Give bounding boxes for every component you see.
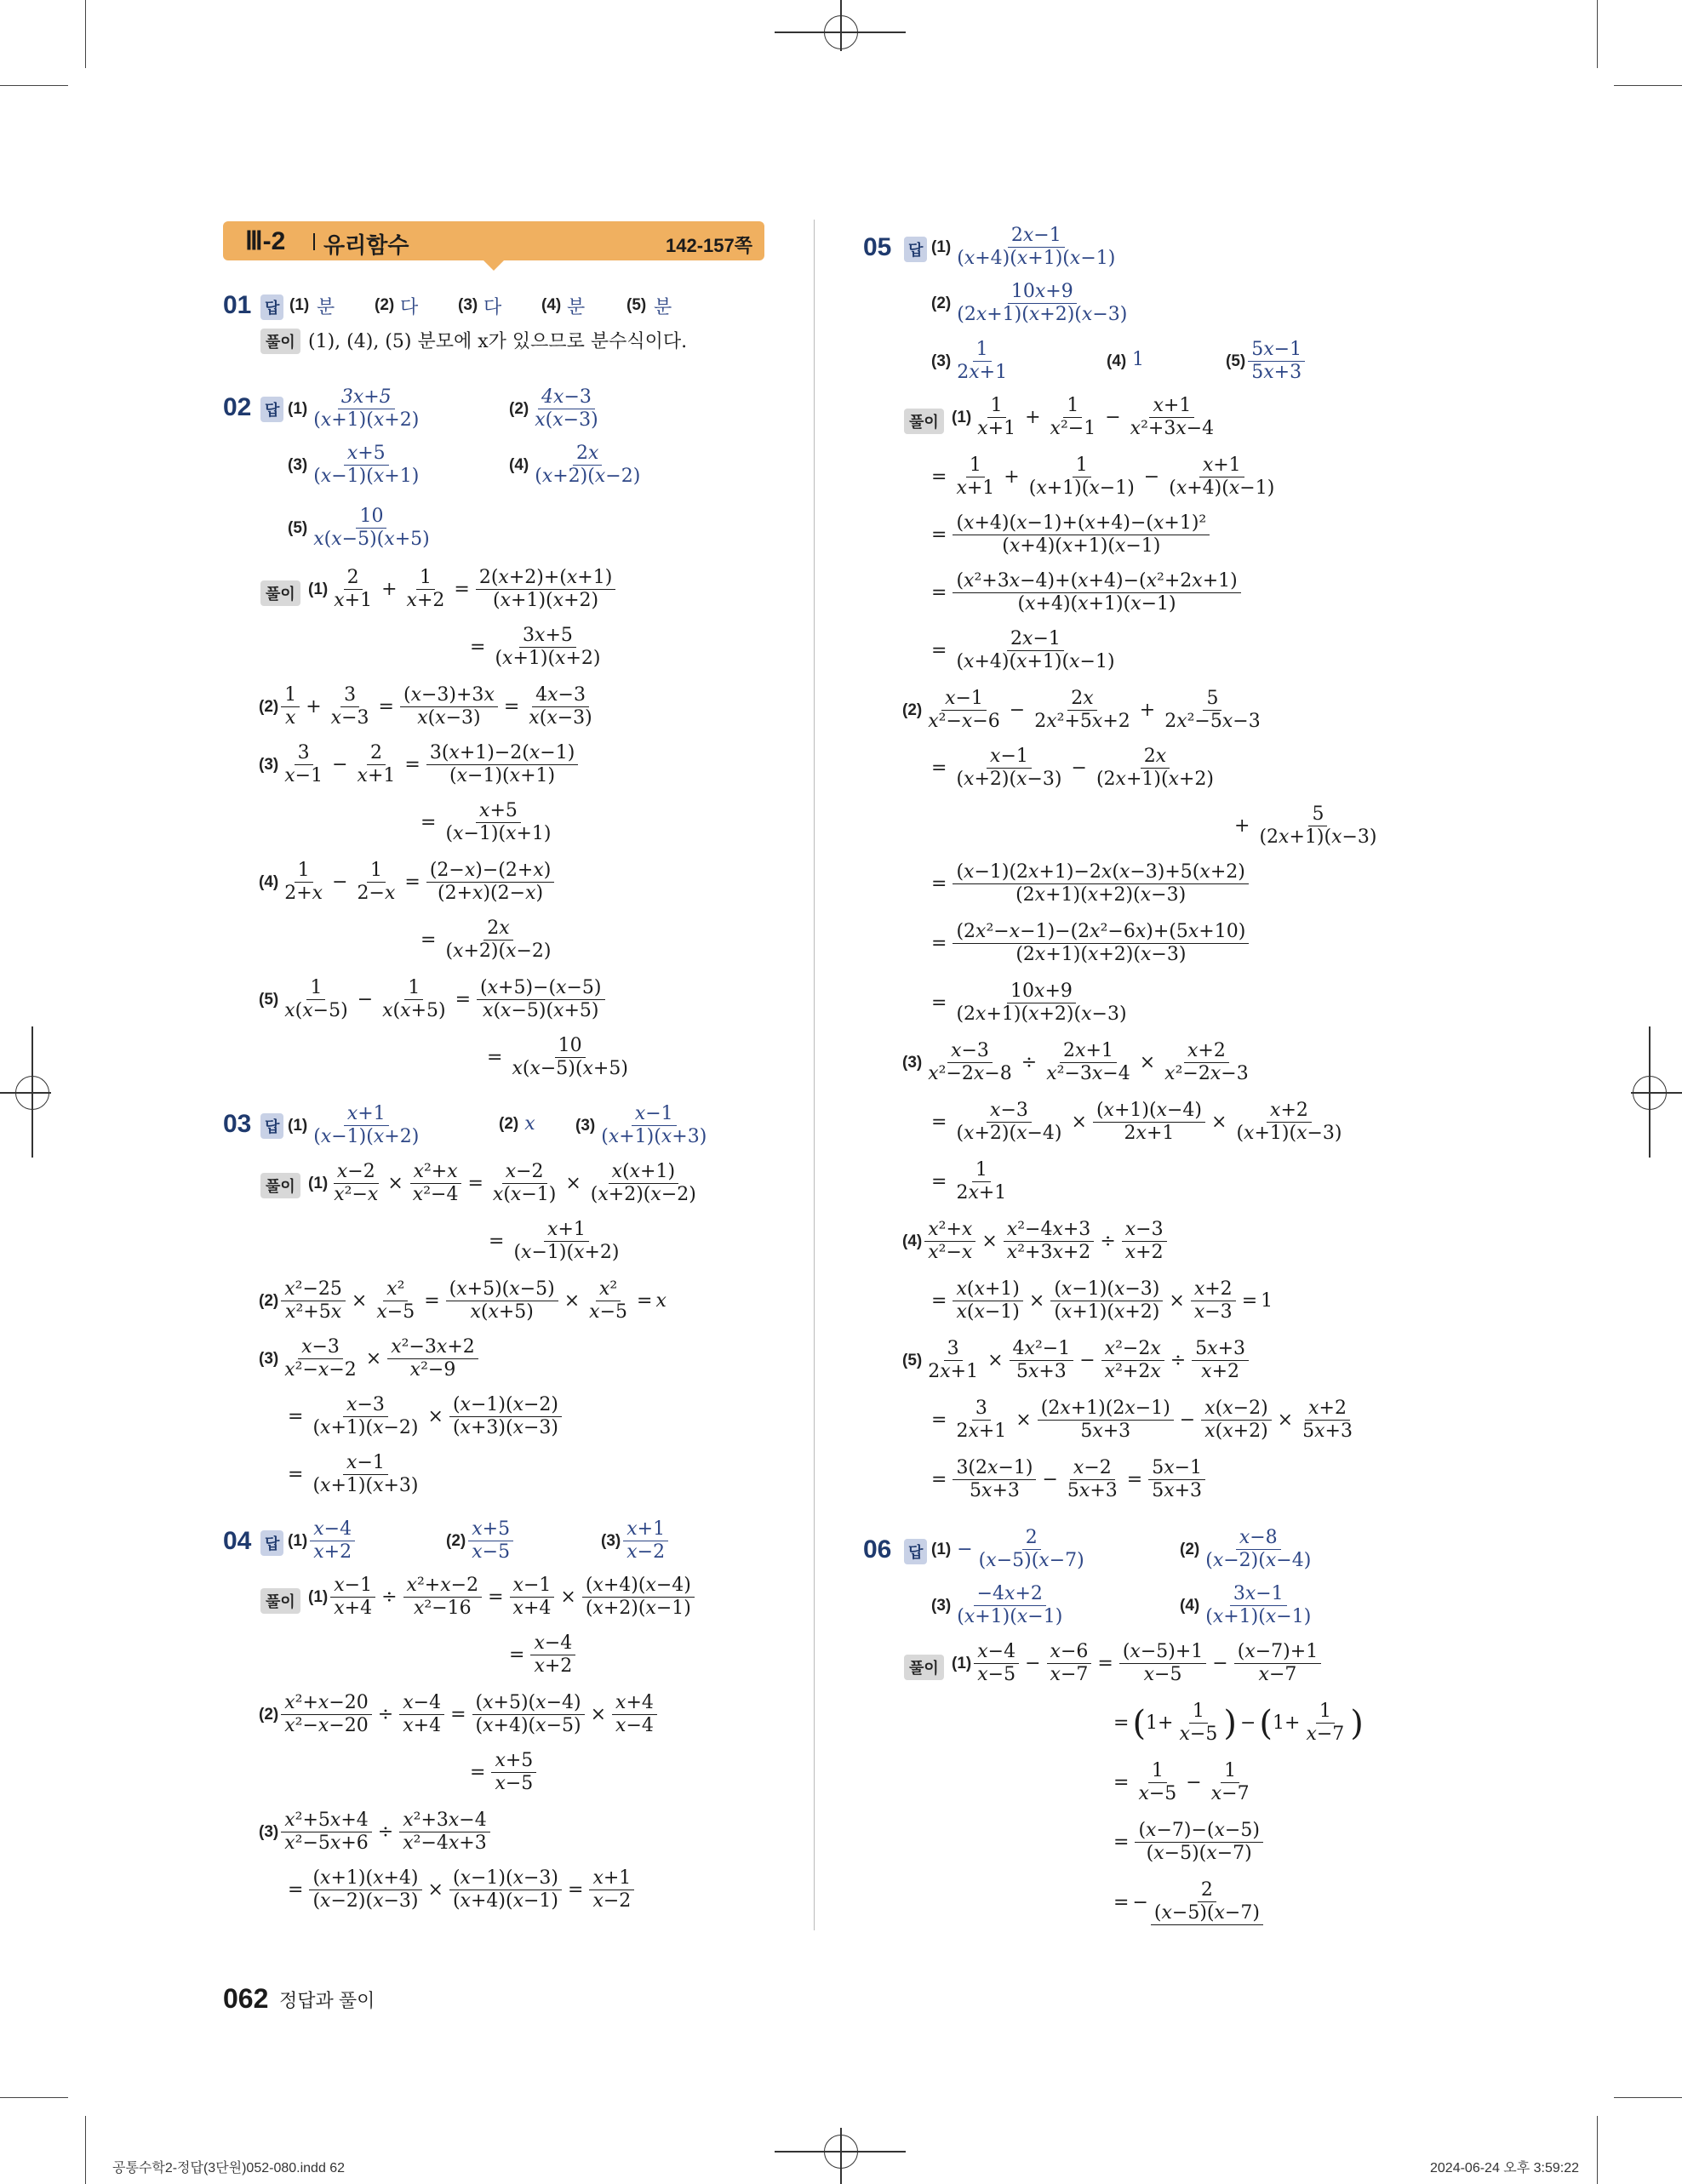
solution-line: = $\frac{2x-1}{(x+4)(x+1)(x-1)}$ (931, 628, 1115, 672)
part-label: (1) (289, 296, 310, 314)
print-slug-file: 공통수학2-정답(3단원)052-080.indd 62 (112, 2161, 346, 2175)
section-title: 유리함수 (323, 232, 409, 258)
question-number: 05 (863, 233, 892, 261)
solution-line: (2) $\frac{\text{x²−25}}{\text{x²+5x}}$ × $\frac{\text{x²}}{x-5}$ = $\frac{(x+5)(x-5)}{x(x+5)}$ × $\frac{\text{x²}}{x-5}$ = x (259, 1278, 667, 1323)
solution-line: = $\frac{x(x+1)}{x(x-1)}$ × $\frac{(x-1)(x-3)}{(x+1)(x+2)}$ × $\frac{x+2}{x-3}$ = 1 (931, 1278, 1273, 1323)
solution-line: = $\frac{x-4}{x+2}$ (506, 1632, 578, 1678)
answer-formula: (5) 10 x(x−5)(x+5) (288, 506, 430, 550)
page-range: 142-157쪽 (666, 235, 752, 256)
answer-value: 분 (317, 297, 335, 318)
answer-formula: (4) 3x−1 (x+1)(x−1) (1180, 1583, 1312, 1627)
solution-line: (2) $\frac{\text{x²+x−20}}{\text{x²−x−20}}$ ÷ $\frac{x-4}{x+4}$ = $\frac{(x+5)(x-4)}{(x+4)(x-5)}$ × $\frac{x+4}{x-4}$ (259, 1692, 660, 1737)
unit-number: Ⅲ-2 (245, 227, 286, 255)
solution-line: (3) $\frac{x-3}{\text{x²−2x−8}}$ ÷ $\frac{2x+1}{\text{x²−3x−4}}$ × $\frac{x+2}{\text{x²−2x−3}}$ (902, 1040, 1249, 1084)
answer-value: 분 (654, 297, 672, 318)
solution-line: (1) 1 x+1 + $\frac{1}{\text{x²−1}}$ − $\frac{x+1}{\text{x²+3x−4}}$ (952, 395, 1215, 439)
answer-formula: (4) 2x (x+2)(x−2) (509, 443, 641, 487)
solution-line: = $\frac{1}{x-5}$ − $\frac{1}{x-7}$ (1113, 1760, 1250, 1804)
answer-formula: (2) 4x−3 x(x−3) (509, 386, 598, 431)
solution-line: (3) $\frac{\text{x²+5x+4}}{\text{x²−5x+6}}$ ÷ $\frac{\text{x²+3x−4}}{\text{x²−4x+3}}$ (259, 1810, 493, 1855)
solution-line: = $\frac{x-3}{(x+1)(x-2)}$ × $\frac{(x-1)(x-2)}{(x+3)(x-3)}$ (284, 1394, 564, 1439)
solution-badge: 풀이 (260, 580, 300, 606)
solution-badge: 풀이 (904, 409, 944, 434)
answer-formula: (3) x−1 (x+1)(x+3) (575, 1103, 707, 1147)
solution-line: = $\frac{(x+1)(x+4)}{(x-2)(x-3)}$ × $\frac{(x-1)(x-3)}{(x+4)(x-1)}$ = $\frac{x+1}{x-2}$ (284, 1867, 637, 1912)
crop-mark (85, 2116, 86, 2184)
answer-formula: (3) x+5 (x−1)(x+1) (288, 443, 420, 487)
crop-mark (1614, 85, 1682, 86)
solution-line: + $\frac{5}{(2x+1)(x-3)}$ (1234, 803, 1377, 848)
crop-mark (85, 0, 86, 68)
solution-line: = $\frac{3x+5}{(x+1)(x+2)}$ (470, 625, 601, 669)
answer-formula: (2) x+5 x−5 (446, 1518, 516, 1564)
solution-line: (2) 1 x + $\frac{3}{x-3}$ = $\frac{(x-3)+3x}{x(x-3)}$ = $\frac{4x-3}{x(x-3)}$ (259, 684, 592, 729)
answer-formula: (1) − 2 (x−5)(x−7) (931, 1527, 1084, 1571)
solution-line: = $\frac{x+5}{(x-1)(x+1)}$ (420, 800, 552, 844)
question-number: 01 (223, 291, 252, 319)
answer-badge: 답 (904, 1539, 927, 1564)
solution-line: (4) 1 2+x − $\frac{1}{2-x}$ = $\frac{(2-x)-(2+x)}{(2+x)(2-x)}$ (259, 860, 557, 905)
solution-badge: 풀이 (260, 1588, 300, 1614)
solution-line: = $\frac{3(2x-1)}{5x+3}$ − $\frac{x-2}{5x+3}$ = $\frac{5x-1}{5x+3}$ (928, 1457, 1208, 1502)
solution-line: = $\frac{(x-7)-(x-5)}{(x-5)(x-7)}$ (1110, 1820, 1266, 1865)
answer-formula: (3) 1 2x+1 (931, 339, 1008, 383)
solution-line: (3) $\frac{x-3}{\text{x²−x−2}}$ × $\frac{\text{x²−3x+2}}{\text{x²−9}}$ (259, 1336, 481, 1381)
solution-badge: 풀이 (904, 1655, 944, 1680)
registration-mark (31, 1026, 33, 1158)
solution-line: = $\frac{x-1}{(x+1)(x+3)}$ (288, 1452, 419, 1496)
question-number: 04 (223, 1527, 252, 1555)
solution-line: = $\frac{2x}{(x+2)(x-2)}$ (420, 918, 552, 962)
registration-mark (1649, 1026, 1651, 1158)
registration-mark (1631, 1092, 1682, 1094)
registration-mark (840, 2128, 842, 2184)
solution-line: = $\frac{\text{(2x²−x−1)−(2x²−6x)+(5x+10)}}{(2x+1)(x+2)(x-3)}$ (928, 921, 1251, 966)
part-label: (4) (541, 296, 562, 314)
solution-badge: 풀이 (260, 329, 300, 354)
crop-mark (0, 85, 68, 86)
solution-line: = − $\frac{2}{(x-5)(x-7)}$ (1110, 1879, 1266, 1925)
crop-mark (1614, 2097, 1682, 2098)
solution-line: = $\frac{1}{x+1}$ + $\frac{1}{(x+1)(x-1)}$ − $\frac{x+1}{(x+4)(x-1)}$ (931, 455, 1275, 499)
solution-line: (5) $\frac{3}{2x+1}$ × $\frac{\text{4x²−1}}{5x+3}$ − $\frac{\text{x²−2x}}{\text{x²+2x}}$ ÷ $\frac{5x+3}{x+2}$ (902, 1338, 1251, 1383)
solution-line: = $\frac{x-1}{(x+2)(x-3)}$ − $\frac{2x}{(2x+1)(x+2)}$ (931, 746, 1214, 790)
part-label: (2) (375, 296, 395, 314)
header-pointer (483, 260, 504, 271)
solution-line: = ( 1+ 1 x−5 ) − ( 1+ 1 x−7 ) (1113, 1701, 1364, 1745)
solution-line: = $\frac{\text{(x²+3x−4)+(x+4)−(x²+2x+1)}}{(x+4)(x+1)(x-1)}$ (928, 570, 1244, 615)
answer-value: 분 (567, 297, 586, 318)
solution-line: (3) 3 x−1 − $\frac{2}{x+1}$ = $\frac{3(x+1)-2(x-1)}{(x-1)(x+1)}$ (259, 742, 581, 787)
answer-formula: (1) 3x+5 (x+1)(x+2) (288, 386, 420, 431)
answer-formula: (2) x−8 (x−2)(x−4) (1180, 1527, 1312, 1571)
solution-line: = $\frac{(x-1)(2x+1)-2x(x-3)+5(x+2)}{(2x+1)(x+2)(x-3)}$ (928, 861, 1251, 906)
part-label: (4) (1107, 352, 1127, 370)
answer-value: 1 (1132, 349, 1144, 370)
solution-line: (1) x−4 x−5 − $\frac{x-6}{x-7}$ = $\frac{(x-5)+1}{x-5}$ − $\frac{(x-7)+1}{x-7}$ (952, 1641, 1324, 1686)
registration-mark (840, 0, 842, 51)
print-slug-date: 2024-06-24 오후 3:59:22 (1430, 2161, 1580, 2175)
answer-badge: 답 (260, 397, 283, 422)
column-divider (814, 220, 815, 1930)
solution-text: (1), (4), (5) 분모에 x가 있으므로 분수식이다. (308, 331, 688, 352)
solution-line: (4) $\frac{\text{x²+x}}{\text{x²−x}}$ × $\frac{\text{x²−4x+3}}{\text{x²+3x+2}}$ ÷ $\frac{x-3}{x+2}$ (902, 1219, 1170, 1264)
footer-label: 정답과 풀이 (279, 1990, 375, 2011)
answer-value: 다 (483, 297, 502, 318)
answer-formula: (3) −4x+2 (x+1)(x−1) (931, 1583, 1063, 1627)
answer-formula: (1) 2x−1 (x+4)(x+1)(x−1) (931, 225, 1116, 269)
question-number: 06 (863, 1535, 892, 1564)
header-separator (313, 233, 315, 250)
section-header (223, 221, 764, 260)
answer-formula: (1) x+1 (x−1)(x+2) (288, 1103, 420, 1147)
solution-badge: 풀이 (260, 1173, 300, 1198)
solution-line: (1) $\frac{x-1}{x+4}$ ÷ $\frac{\text{x²+x−2}}{\text{x²−16}}$ = $\frac{x-1}{x+4}$ × $\frac{(x+4)(x-4)}{(x+2)(x-1)}$ (308, 1575, 697, 1620)
solution-line: = $\frac{x+1}{(x-1)(x+2)}$ (489, 1219, 620, 1263)
solution-line: = $\frac{x+5}{x-5}$ (466, 1750, 539, 1795)
question-number: 02 (223, 393, 252, 421)
answer-formula: (3) x+1 x−2 (601, 1518, 671, 1564)
answer-badge: 답 (260, 1113, 283, 1139)
answer-formula: (2) 10x+9 (2x+1)(x+2)(x−3) (931, 281, 1128, 325)
answer-badge: 답 (904, 237, 927, 262)
part-label: (5) (626, 296, 647, 314)
solution-line: = $\frac{10x+9}{(2x+1)(x+2)(x-3)}$ (931, 981, 1127, 1025)
solution-line: = $\frac{10}{x(x-5)(x+5)}$ (487, 1035, 628, 1079)
solution-line: = $\frac{\text{(x+4)(x−1)+(x+4)−(x+1)²}}{(x+4)(x+1)(x-1)}$ (928, 512, 1212, 557)
answer-badge: 답 (260, 1530, 283, 1556)
answer-value: 다 (400, 297, 419, 318)
crop-mark (0, 2097, 68, 2098)
solution-line: = $\frac{1}{2x+1}$ (931, 1159, 1007, 1203)
question-number: 03 (223, 1110, 252, 1138)
answer-formula: (1) x−4 x+2 (288, 1518, 358, 1564)
answer-formula: (5) 5x−1 5x+3 (1226, 339, 1307, 384)
solution-line: (5) 1 x(x−5) − $\frac{1}{x(x+5)}$ = $\frac{(x+5)-(x-5)}{x(x-5)(x+5)}$ (259, 977, 608, 1022)
solution-line: = $\frac{x-3}{(x+2)(x-4)}$ × $\frac{(x+1)(x-4)}{2x+1}$ × $\frac{x+2}{(x+1)(x-3)}$ (931, 1100, 1342, 1144)
page-number: 062 (223, 1983, 269, 2014)
answer-formula: (2) x (499, 1113, 535, 1135)
solution-line: = $\frac{3}{2x+1}$ × $\frac{(2x+1)(2x-1)}{5x+3}$ − $\frac{x(x-2)}{x(x+2)}$ × $\frac{x+2}{5x+3}$ (931, 1398, 1353, 1442)
solution-line: (1) 2 x+1 + $\frac{1}{x+2}$ = $\frac{2(x+2)+(x+1)}{(x+1)(x+2)}$ (308, 567, 618, 612)
solution-line: (1) $\frac{x-2}{\text{x²−x}}$ × $\frac{\text{x²+x}}{\text{x²−4}}$ = $\frac{x-2}{x(x-1)}$ × $\frac{x(x+1)}{(x+2)(x-2)}$ (308, 1161, 696, 1205)
part-label: (3) (458, 296, 478, 314)
answer-badge: 답 (260, 294, 283, 320)
solution-line: (2) x−1 x²−x−6 − $\frac{2x}{\text{2x²+5x+2}}$ + $\frac{5}{\text{2x²−5x−3}}$ (902, 688, 1261, 732)
crop-mark (1597, 0, 1598, 68)
crop-mark (1597, 2116, 1598, 2184)
registration-mark (0, 1092, 51, 1094)
